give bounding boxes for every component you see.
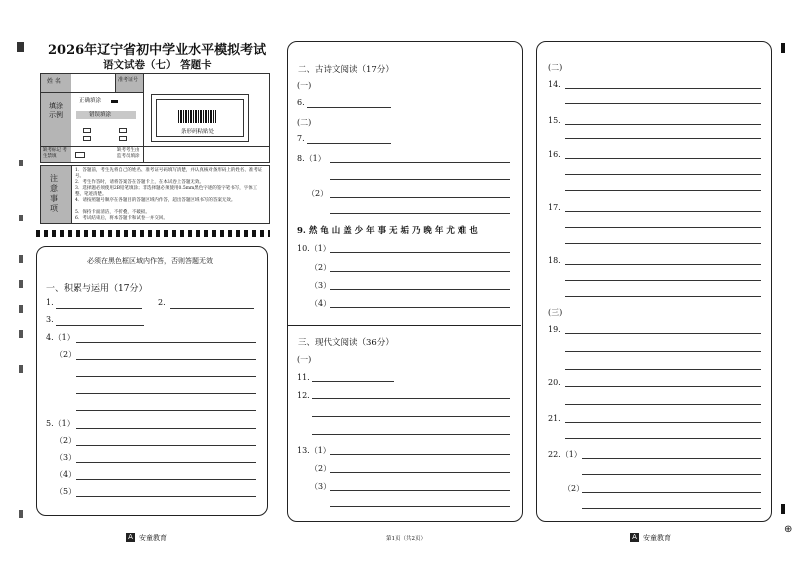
- brand-logo-icon: A: [126, 533, 135, 542]
- q5-5-label: （5）: [55, 487, 77, 496]
- subsection-1-label: (一): [297, 81, 312, 90]
- q12-answer-line[interactable]: [312, 434, 510, 435]
- q22-2-answer-line[interactable]: [582, 508, 761, 509]
- brand-name: 安童教育: [643, 534, 671, 542]
- absent-checkbox[interactable]: [75, 152, 85, 158]
- name-label: 姓 名: [47, 78, 61, 85]
- brand-name: 安童教育: [139, 534, 167, 542]
- q13-2-label: （2）: [310, 464, 332, 473]
- note-item: 5．保持卡面清洁，不折叠，不破损。: [75, 210, 150, 215]
- q1-answer-line[interactable]: [56, 308, 142, 309]
- q10-1-label: 10.（1）: [297, 244, 331, 253]
- q10-4-label: （4）: [310, 299, 332, 308]
- q10-2-answer-line[interactable]: [330, 271, 510, 272]
- binding-edge: [17, 40, 27, 510]
- q22-1-answer-line[interactable]: [582, 474, 761, 475]
- subsection-3-label: (一): [297, 355, 312, 364]
- subsection-b-label: (二): [548, 63, 563, 72]
- subsection-c-label: (三): [548, 308, 563, 317]
- fill-example-label: 填涂示例: [49, 102, 63, 119]
- q4-2-answer-line[interactable]: [76, 410, 256, 411]
- q20-answer-line[interactable]: [565, 404, 761, 405]
- dashed-separator: [36, 230, 270, 237]
- absent-mark-label: 缺考标记 考生禁填: [43, 148, 67, 159]
- q9-text: 9. 然 龟 山 盖 少 年 事 无 垢 乃 晚 年 尤 难 也: [297, 226, 478, 236]
- q22-2-label: （2）: [563, 484, 585, 493]
- q8-2-label: （2）: [307, 189, 329, 198]
- section1-title: 一、积累与运用（17分）: [46, 284, 148, 294]
- q18-answer-line[interactable]: [565, 280, 761, 281]
- q8-2-answer-line[interactable]: [330, 197, 510, 198]
- ticket-label: 准考证号: [118, 77, 139, 83]
- q13-1-answer-line[interactable]: [330, 454, 510, 455]
- q18-label: 18.: [548, 256, 561, 265]
- page-title: 2026年辽宁省初中学业水平模拟考试: [48, 43, 267, 58]
- q6-answer-line[interactable]: [307, 107, 391, 108]
- info-box: [40, 73, 270, 163]
- q22-1-label: 22.（1）: [548, 450, 582, 459]
- q17-answer-line[interactable]: [565, 211, 761, 212]
- q8-1-label: 8.（1）: [297, 154, 326, 163]
- q5-3-answer-line[interactable]: [76, 462, 256, 463]
- q19-answer-line[interactable]: [565, 351, 761, 352]
- q6-label: 6.: [297, 98, 305, 107]
- q19-answer-line[interactable]: [565, 333, 761, 334]
- q13-3-label: （3）: [310, 482, 332, 491]
- q10-2-label: （2）: [310, 263, 332, 272]
- q21-answer-line[interactable]: [565, 422, 761, 423]
- q7-answer-line[interactable]: [307, 143, 391, 144]
- q3-answer-line[interactable]: [56, 325, 144, 326]
- q8-1-answer-line[interactable]: [330, 179, 510, 180]
- q7-label: 7.: [297, 134, 305, 143]
- q14-label: 14.: [548, 80, 561, 89]
- section3-title: 三、现代文阅读（36分）: [298, 338, 394, 348]
- q8-2-answer-line[interactable]: [330, 213, 510, 214]
- q3-label: 3.: [46, 315, 54, 324]
- q12-answer-line[interactable]: [312, 398, 510, 399]
- q21-label: 21.: [548, 414, 561, 423]
- q15-answer-line[interactable]: [565, 124, 761, 125]
- q22-2-answer-line[interactable]: [582, 492, 761, 493]
- page-number: 第1页（共2页）: [386, 536, 426, 542]
- q5-1-label: 5.（1）: [46, 419, 75, 428]
- answer-notice: 必须在黑色框区域内作答，否则答题无效: [87, 257, 213, 265]
- q4-2-answer-line[interactable]: [76, 393, 256, 394]
- q17-label: 17.: [548, 203, 561, 212]
- section2-title: 二、古诗文阅读（17分）: [298, 65, 394, 75]
- q16-answer-line[interactable]: [565, 190, 761, 191]
- q8-1-answer-line[interactable]: [330, 162, 510, 163]
- q5-2-label: （2）: [55, 436, 77, 445]
- q20-label: 20.: [548, 378, 561, 387]
- q5-2-answer-line[interactable]: [76, 445, 256, 446]
- q4-2-label: （2）: [55, 350, 77, 359]
- q10-4-answer-line[interactable]: [330, 307, 510, 308]
- absent-note: 缺考考生由监考员填涂: [117, 148, 140, 159]
- q21-answer-line[interactable]: [565, 438, 761, 439]
- q5-5-answer-line[interactable]: [76, 496, 256, 497]
- q19-answer-line[interactable]: [565, 369, 761, 370]
- barcode-label: 条形码粘贴处: [181, 129, 215, 135]
- page-subtitle: 语文试卷（七） 答题卡: [103, 59, 212, 71]
- note-item: 2．考生作答时，请将答案答在答题卡上，在本试卷上答题无效。: [75, 180, 204, 185]
- q10-3-answer-line[interactable]: [330, 289, 510, 290]
- q5-1-answer-line[interactable]: [76, 428, 256, 429]
- edge-marker: [781, 504, 785, 514]
- q17-answer-line[interactable]: [565, 243, 761, 244]
- q19-label: 19.: [548, 325, 561, 334]
- registration-mark-icon: ⊕: [784, 524, 793, 535]
- q1-label: 1.: [46, 298, 54, 307]
- note-item: 3．选择题必须使用2B铅笔填涂；非选择题必须使用0.5mm黑色字迹的签字笔书写，字体工整、笔迹清楚。: [75, 186, 258, 197]
- q15-answer-line[interactable]: [565, 138, 761, 139]
- note-item: 4．请按照题号顺序在各题目的答题区域内作答，超出答题区域书写的答案无效。: [75, 198, 236, 203]
- q4-2-answer-line[interactable]: [76, 376, 256, 377]
- q10-3-label: （3）: [310, 281, 332, 290]
- q16-answer-line[interactable]: [565, 174, 761, 175]
- q11-answer-line[interactable]: [312, 381, 394, 382]
- q10-1-answer-line[interactable]: [330, 252, 510, 253]
- q14-answer-line[interactable]: [565, 103, 761, 104]
- q14-answer-line[interactable]: [565, 88, 761, 89]
- brand-logo-icon: A: [630, 533, 639, 542]
- q2-label: 2.: [158, 298, 166, 307]
- q18-answer-line[interactable]: [565, 296, 761, 297]
- correct-fill-label: 正确填涂: [79, 98, 102, 104]
- q20-answer-line[interactable]: [565, 386, 761, 387]
- note-item: 1．答题前，考生先将自己的姓名、准考证号码填写清楚，并认真核对条形码上的姓名、准考证号。: [75, 168, 263, 179]
- note-item: 6．考试结束后，将本答题卡和试卷一并交回。: [75, 216, 168, 221]
- q15-label: 15.: [548, 116, 561, 125]
- q5-4-label: （4）: [55, 470, 77, 479]
- q4-2-answer-line[interactable]: [76, 359, 256, 360]
- q11-label: 11.: [297, 373, 310, 382]
- q16-label: 16.: [548, 150, 561, 159]
- q4-1-answer-line[interactable]: [76, 342, 256, 343]
- edge-marker: [781, 43, 785, 53]
- q22-1-answer-line[interactable]: [582, 458, 761, 459]
- q18-answer-line[interactable]: [565, 264, 761, 265]
- notes-label: 注意事项: [50, 174, 58, 213]
- notes-box: [40, 165, 270, 224]
- q13-2-answer-line[interactable]: [330, 472, 510, 473]
- q5-4-answer-line[interactable]: [76, 479, 256, 480]
- q13-3-answer-line[interactable]: [330, 490, 510, 491]
- q13-3-answer-line[interactable]: [330, 506, 510, 507]
- q2-answer-line[interactable]: [170, 308, 254, 309]
- subsection-2-label: (二): [297, 118, 312, 127]
- q12-label: 12.: [297, 391, 310, 400]
- barcode-icon: [178, 110, 216, 123]
- q13-1-label: 13.（1）: [297, 446, 331, 455]
- wrong-fill-label: 错误填涂: [89, 112, 112, 118]
- q16-answer-line[interactable]: [565, 158, 761, 159]
- section-divider: [288, 325, 521, 326]
- q4-1-label: 4.（1）: [46, 333, 75, 342]
- q17-answer-line[interactable]: [565, 227, 761, 228]
- q12-answer-line[interactable]: [312, 416, 510, 417]
- q5-3-label: （3）: [55, 453, 77, 462]
